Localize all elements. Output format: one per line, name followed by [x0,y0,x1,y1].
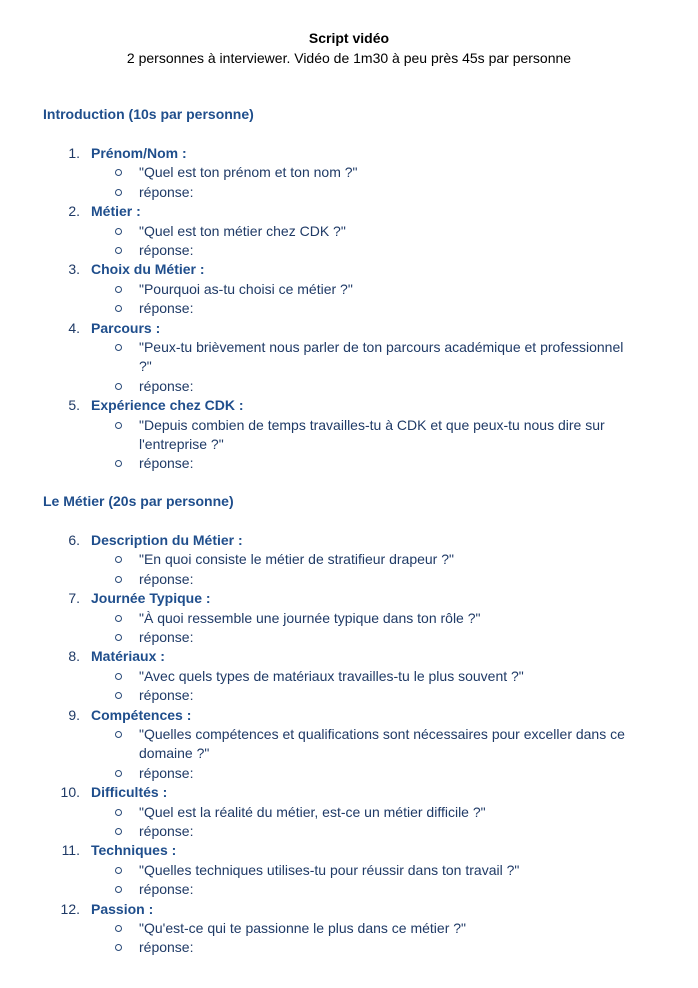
question-text: "Depuis combien de temps travailles-tu à CDK et que peux-tu nous dire sur l'entreprise ?" [139,416,605,453]
item-number: 1. [68,145,80,161]
item-label: Description du Métier : [91,532,243,548]
item-number: 9. [68,706,80,723]
question-text: "Quelles compétences et qualifications sont nécessaires pour exceller dans ce domaine ?" [139,726,625,762]
list-item [0,144,698,202]
list-item [0,319,698,397]
question-list-introduction [0,144,698,474]
answer-text: réponse: [139,823,194,840]
list-item [0,841,698,899]
section-heading-introduction: Introduction (10s par personne) [43,106,254,122]
question-text: "Quelles techniques utilises-tu pour réussir dans ton travail ?" [139,861,520,878]
answer-text: réponse: [139,242,194,258]
question-text: "Quel est ton métier chez CDK ?" [139,222,346,239]
list-item [0,900,698,958]
answer-text: réponse: [139,687,194,704]
item-number: 12. [60,900,80,917]
item-number: 2. [68,203,80,220]
list-item [0,589,698,647]
item-number: 4. [68,319,80,336]
item-label: Techniques : [91,842,177,859]
item-label: Métier : [91,203,141,220]
item-label: Compétences : [91,706,192,723]
question-text: "À quoi ressemble une journée typique dans ton rôle ?" [139,609,481,626]
answer-text: réponse: [139,881,194,898]
item-label: Journée Typique : [91,590,211,607]
section-heading-metier: Le Métier (20s par personne) [43,493,234,509]
answer-text: réponse: [139,455,194,472]
item-label: Matériaux : [91,648,165,665]
question-list-metier [0,531,698,958]
item-number: 5. [68,397,80,414]
document-title: Script vidéo [308,30,390,46]
list-item [0,202,698,260]
list-item [0,531,698,589]
item-number: 10. [60,784,80,801]
item-label: Choix du Métier : [91,261,205,278]
answer-text: réponse: [139,939,194,956]
answer-text: réponse: [139,764,194,781]
question-text: "Quel est la réalité du métier, est-ce un métier difficile ?" [139,803,486,820]
list-item [0,396,698,474]
question-text: "Quel est ton prénom et ton nom ?" [139,164,358,181]
list-item [0,260,698,318]
answer-text: réponse: [139,183,194,200]
question-text: "En quoi consiste le métier de stratifieur drapeur ?" [139,551,454,568]
item-label: Prénom/Nom : [91,145,187,161]
item-number: 3. [68,261,80,278]
answer-text: réponse: [139,570,194,587]
question-text: "Pourquoi as-tu choisi ce métier ?" [139,280,353,297]
list-item [0,783,698,841]
item-number: 11. [61,842,80,859]
document-subtitle: 2 personnes à interviewer. Vidéo de 1m30 à peu près 45s par personne [126,50,572,66]
question-text: "Avec quels types de matériaux travailles-tu le plus souvent ?" [139,667,524,684]
list-item [0,647,698,705]
item-label: Parcours : [91,319,161,336]
item-label: Passion : [91,900,154,917]
item-number: 8. [68,648,80,665]
list-item [0,706,698,784]
question-text: "Qu'est-ce qui te passionne le plus dans ce métier ?" [139,920,467,937]
item-number: 6. [68,532,80,548]
answer-text: réponse: [139,300,194,317]
answer-text: réponse: [139,629,194,645]
item-label: Expérience chez CDK : [91,397,244,414]
item-number: 7. [68,590,80,607]
question-text: "Peux-tu brièvement nous parler de ton parcours académique et professionnel ?" [139,339,624,375]
answer-text: réponse: [139,377,194,394]
item-label: Difficultés : [91,784,168,801]
